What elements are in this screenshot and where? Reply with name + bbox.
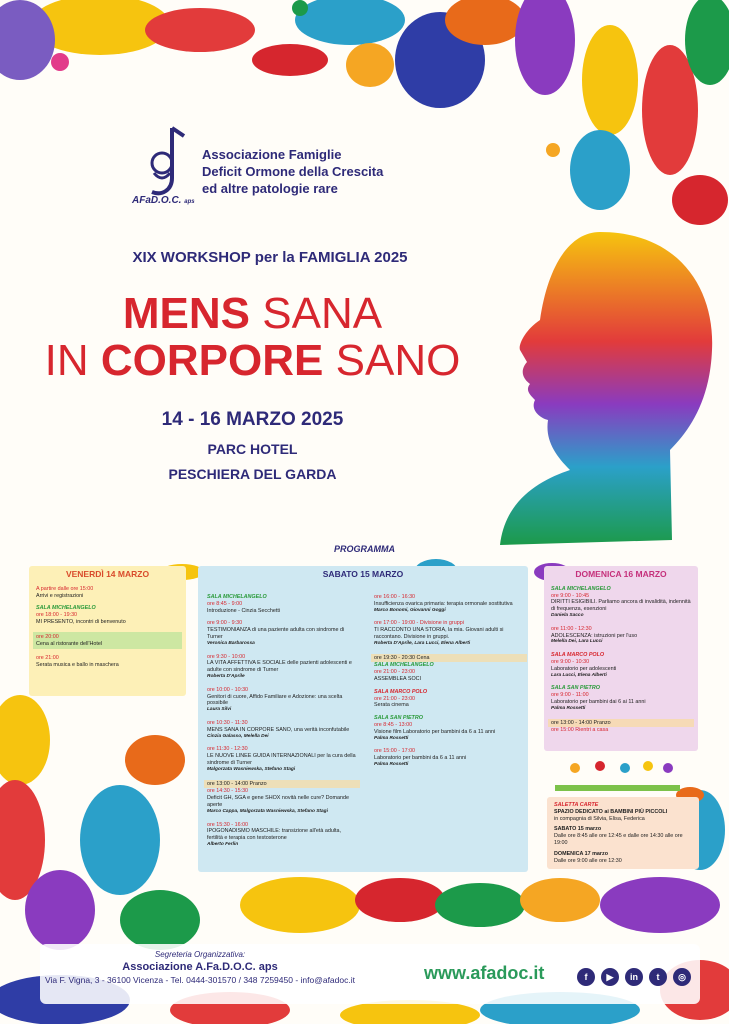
youtube-icon[interactable]: ▶ — [601, 968, 619, 986]
drop-shape — [145, 8, 255, 52]
event-text: Deficit GH, SGA e gene SHOX novità nelle cure? Domande aperte — [207, 795, 350, 808]
org-line-3: ed altre patologie rare — [202, 181, 338, 196]
drop-shape — [80, 785, 160, 895]
saletta-panel — [547, 797, 699, 869]
event-time: A partire dalle ore 15:00 — [36, 585, 94, 592]
drop-shape — [520, 878, 600, 922]
kids-illustration — [555, 761, 680, 791]
list-item — [374, 620, 524, 647]
main-title-line-1 — [0, 290, 505, 338]
list-item — [207, 822, 357, 849]
event-time: ore 11:00 - 12:30 — [551, 625, 592, 632]
footer-association: Associazione A.Fa.D.O.C. aps — [122, 961, 278, 973]
event-spk: Daniela Sacco — [551, 612, 584, 618]
org-line-1: Associazione Famiglie — [202, 147, 342, 162]
event-text: Arrivi e registrazioni — [36, 592, 84, 599]
list-item — [374, 594, 524, 614]
event-text: Cena al ristorante dell'Hotel — [36, 640, 103, 647]
drop-shape — [295, 0, 405, 45]
list-item — [374, 748, 524, 768]
event-text: Laboratorio per bambini da 6 a 11 anni — [374, 755, 467, 762]
venue-name: PARC HOTEL — [207, 441, 298, 457]
event-room: SALA MICHELANGELO — [36, 605, 96, 612]
event-room: SALA SAN PIETRO — [374, 715, 423, 722]
lunch-bar: ore 13:00 - 14:00 Pranzo — [204, 780, 360, 789]
event-text: ADOLESCENZA: istruzioni per l'uso — [551, 632, 638, 639]
website-link[interactable]: www.afadoc.it — [424, 963, 545, 983]
event-text: Insufficienza ovarica primaria: terapia ormonale sostitutiva — [374, 600, 513, 607]
event-spk: Palma Rossetti — [374, 761, 409, 767]
logo-sub: aps — [184, 199, 195, 205]
friday-panel — [29, 566, 186, 696]
list-item — [374, 662, 524, 682]
event-spk: Cinzia Galasso, Melella Dei — [207, 733, 269, 739]
list-item — [36, 655, 179, 669]
event-text: TI RACCONTO UNA STORIA, la mia. Giovani adulti si raccontano. Divisione in gruppi. — [374, 627, 504, 640]
event-time: ore 18:00 - 19:30 — [36, 612, 78, 619]
friday-header: VENERDÌ 14 MARZO — [65, 569, 150, 579]
event-room: SALA MARCO POLO — [374, 688, 428, 695]
event-time: ore 9:00 - 10:45 — [551, 592, 590, 599]
logo-name: AFaD.O.C. — [132, 195, 182, 206]
event-spk: Veronica Barbarossa — [207, 640, 255, 646]
list-item — [207, 720, 357, 740]
list-item — [551, 586, 691, 620]
list-item — [374, 689, 524, 709]
event-dates: 14 - 16 MARZO 2025 — [161, 409, 344, 430]
drop-shape — [355, 878, 445, 922]
footer-contact — [0, 950, 400, 985]
saletta-line-2: in compagnia di Silvia, Elisa, Federica — [554, 815, 645, 822]
list-item — [207, 788, 357, 815]
dinner-bar: ore 19:30 - 20:30 Cena — [371, 654, 527, 663]
list-item — [551, 626, 691, 646]
event-time: ore 21:00 - 23:00 — [374, 695, 416, 702]
event-room: SALA MICHELANGELO — [374, 662, 434, 669]
drop-shape — [120, 890, 200, 950]
list-item — [207, 594, 357, 614]
event-spk: Melella Dei, Lara Lucci — [551, 639, 603, 645]
lunch-bar: ore 13:00 - 14:00 Pranzo — [548, 719, 694, 728]
event-text: Serata cinema — [374, 702, 409, 709]
programma-heading: PROGRAMMA — [334, 544, 395, 554]
dot-shape — [546, 143, 560, 157]
twitter-icon[interactable]: t — [649, 968, 667, 986]
main-title-line-2 — [0, 337, 505, 385]
event-text: LE NUOVE LINEE GUIDA INTERNAZIONALI per la cura della sindrome di Turner — [207, 753, 356, 766]
venue-location: PESCHIERA DEL GARDA — [168, 466, 337, 482]
event-text: MI PRESENTO, incontri di benvenuto — [36, 618, 126, 625]
event-time: ore 15:00 Rientri a casa — [551, 727, 609, 734]
event-text: Genitori di cuore, Affido Familiare e Adozione: una scelta possibile — [207, 693, 343, 707]
event-time: ore 15:30 - 16:00 — [207, 821, 249, 828]
organization-name — [202, 146, 383, 197]
dot-shape — [51, 53, 69, 71]
workshop-title: XIX WORKSHOP per la FAMIGLIA 2025 — [132, 249, 408, 266]
event-time: ore 8:45 - 13:00 — [374, 721, 413, 728]
saletta-sun-text: Dalle ore 9:00 alle ore 12:30 — [554, 857, 622, 864]
saletta-sat-label: SABATO 15 marzo — [554, 826, 602, 833]
event-spk: Roberta D'Aprile, Lara Lucci, Elena Alberti — [374, 640, 471, 646]
drop-shape — [570, 130, 630, 210]
event-time: ore 11:30 - 12:30 — [207, 746, 248, 753]
event-time: ore 10:30 - 11:30 — [207, 719, 248, 726]
event-room: SALA SAN PIETRO — [551, 685, 600, 692]
list-item — [551, 685, 691, 712]
drop-shape — [0, 695, 50, 785]
event-spk: Malgorzata Wasniewska, Stefano Stagi — [207, 766, 296, 772]
saturday-panel — [198, 566, 528, 872]
event-text: TESTIMONIANZA di una paziente adulta con sindrome di Turner — [207, 627, 345, 640]
event-text: IPOGONADISMO MASCHILE: transizione all'età adulta, fertilità e terapia con testosterone — [207, 828, 342, 842]
event-spk: Alberto Ferlin — [207, 841, 239, 847]
saletta-line-1: SPAZIO DEDICATO ai BAMBINI PIÙ PICCOLI — [554, 808, 668, 815]
event-room: SALA MICHELANGELO — [551, 585, 611, 592]
event-text: ASSEMBLEA SOCI — [374, 675, 422, 682]
event-text: LA VITA AFFETTIVA E SOCIALE delle pazienti adolescenti e adulte con sindrome di Turner — [207, 660, 352, 674]
event-time: ore 21:00 - 23:00 — [374, 669, 416, 676]
event-text: Serata musica e ballo in maschera — [36, 662, 119, 669]
linkedin-icon[interactable]: in — [625, 968, 643, 986]
facebook-icon[interactable]: f — [577, 968, 595, 986]
event-spk: Palma Rossetti — [374, 735, 409, 741]
event-time: ore 9:00 - 9:30 — [207, 620, 243, 627]
event-spk: Lara Lucci, Elena Alberti — [551, 672, 607, 678]
list-item — [207, 620, 357, 647]
dot-shape — [292, 0, 308, 16]
event-spk: Marco Bonomi, Giovanni Goggi — [374, 607, 446, 613]
list-item — [551, 652, 691, 679]
event-time: ore 17:00 - 19:00 - Divisione in gruppi — [374, 620, 464, 627]
instagram-icon[interactable]: ◎ — [673, 968, 691, 986]
event-room: SALA MICHELANGELO — [207, 594, 267, 600]
saletta-sat-text: Dalle ore 8:45 alle ore 12:45 e dalle ore 14:30 alle ore 19:00 — [554, 833, 683, 846]
drop-shape — [25, 870, 95, 950]
event-time: ore 15:00 - 17:00 — [374, 748, 416, 755]
event-time: ore 9:30 - 10:00 — [207, 653, 246, 660]
event-time: ore 21:00 — [36, 655, 59, 662]
head-silhouette — [500, 232, 712, 545]
event-text: Visione film Laboratorio per bambini da 6 a 11 anni — [374, 728, 496, 735]
saletta-sun-label: DOMENICA 17 marzo — [554, 850, 609, 857]
event-spk: Laura Silvi — [207, 707, 232, 713]
event-text: Laboratorio per adolescenti — [551, 665, 617, 672]
event-text: MENS SANA IN CORPORE SANO, una verità inconfutabile — [207, 726, 350, 733]
event-text: Laboratorio per bambini dai 6 ai 11 anni — [551, 698, 646, 705]
event-spk: Roberta D'Aprile — [207, 673, 245, 679]
event-spk: Palma Rossetti — [551, 705, 586, 711]
saturday-column-2 — [374, 594, 524, 775]
drop-shape — [125, 735, 185, 785]
drop-shape — [435, 883, 525, 927]
list-item — [207, 687, 357, 714]
saturday-header: SABATO 15 MARZO — [322, 569, 404, 579]
list-item — [374, 715, 524, 742]
list-item — [33, 632, 182, 650]
event-time: ore 14:30 - 15:30 — [207, 788, 249, 795]
title-sano: SANO — [335, 336, 461, 385]
org-line-2: Deficit Ormone della Crescita — [202, 164, 384, 179]
event-time: ore 9:00 - 11:00 — [551, 692, 589, 699]
event-time: ore 20:00 — [36, 633, 59, 640]
saturday-column-1 — [207, 594, 357, 855]
drop-shape — [672, 175, 728, 225]
footer-segreteria: Segreteria Organizzativa: — [154, 950, 246, 959]
list-item — [36, 586, 179, 600]
event-time: ore 10:00 - 10:30 — [207, 686, 249, 693]
list-item — [36, 605, 179, 625]
end-note — [551, 727, 691, 734]
event-spk: Marco Cappa, Malgorzata Wasniewska, Stefano Stagi — [207, 808, 328, 814]
drop-shape — [252, 44, 328, 76]
drop-shape — [582, 25, 638, 135]
event-time: ore 16:00 - 16:30 — [374, 594, 416, 600]
title-corpore: CORPORE — [100, 336, 324, 385]
sunday-header: DOMENICA 16 MARZO — [575, 569, 667, 579]
footer-address[interactable]: Via F. Vigna, 3 - 36100 Vicenza - Tel. 0444-301570 / 348 7259450 - info@afadoc.it — [45, 975, 355, 985]
list-item — [207, 654, 357, 681]
sunday-panel — [544, 566, 698, 751]
event-time: ore 8:45 - 9:00 — [207, 600, 243, 607]
event-text: DIRITTI ESIGIBILI. Parliamo ancora di invalidità, indennità di frequenza, esenzioni — [551, 599, 691, 613]
drop-shape — [515, 0, 575, 95]
saletta-title: SALETTA CARTE — [554, 802, 599, 808]
title-sana: SANA — [262, 289, 383, 338]
event-text: Introduzione - Cinzia Secchetti — [207, 607, 281, 614]
drop-shape — [240, 877, 360, 933]
logo-text — [132, 195, 195, 206]
drop-shape — [600, 877, 720, 933]
title-mens: MENS — [122, 289, 251, 338]
title-in: IN — [44, 336, 89, 385]
drop-shape — [346, 43, 394, 87]
event-time: ore 9:00 - 10:30 — [551, 658, 590, 665]
event-room: SALA MARCO POLO — [551, 652, 605, 659]
list-item — [207, 746, 357, 773]
